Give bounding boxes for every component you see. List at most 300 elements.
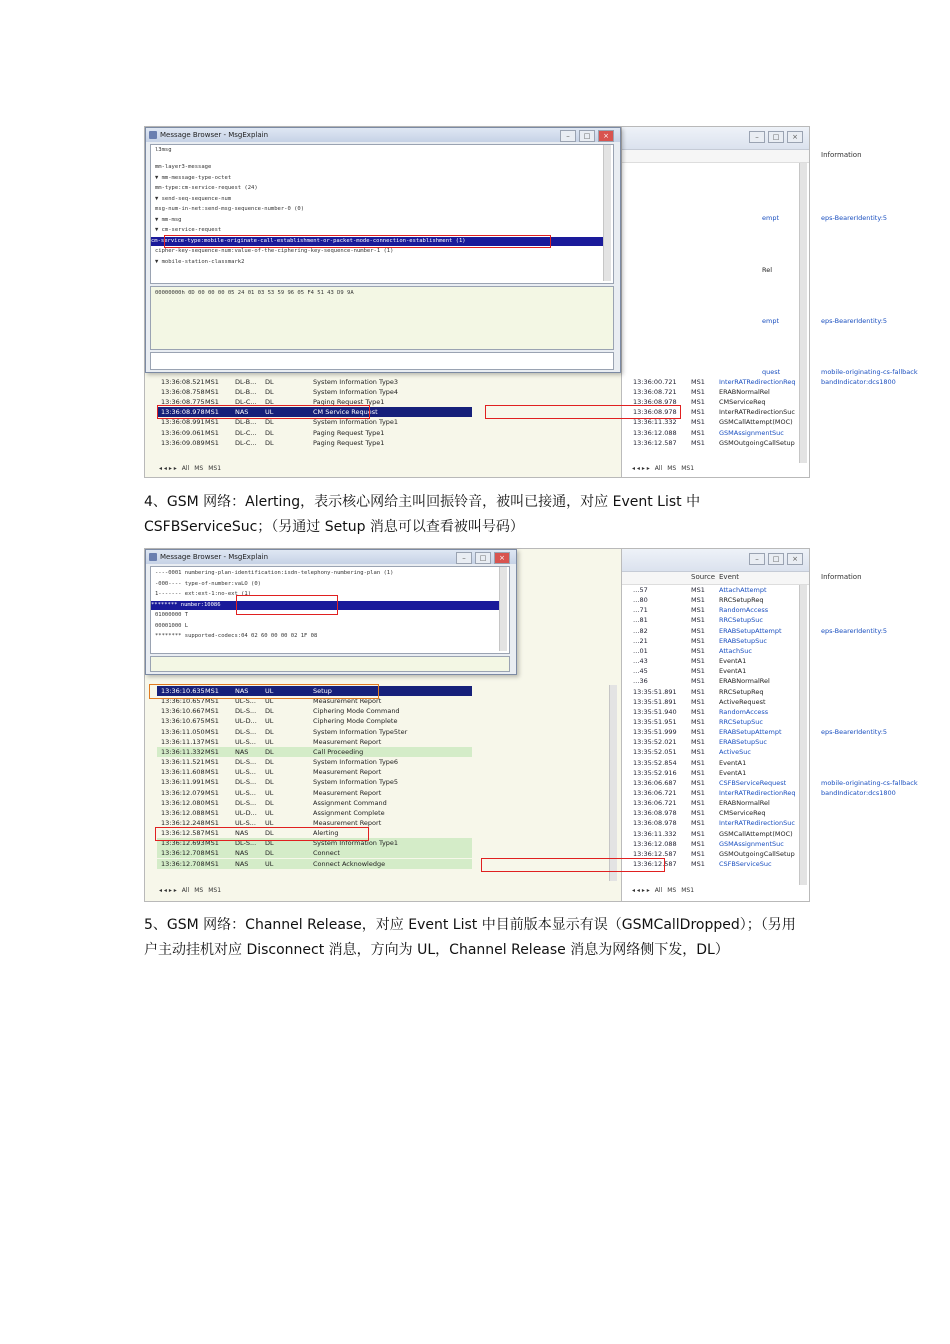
message-row[interactable]: [157, 737, 472, 747]
message-row[interactable]: [157, 706, 472, 716]
event-row[interactable]: [622, 788, 896, 798]
event-row[interactable]: [622, 605, 809, 615]
tab-ms[interactable]: MS: [194, 464, 204, 472]
event-time: 13:36:08.978: [633, 819, 677, 828]
event-name: ActiveRequest: [719, 697, 766, 706]
event-time: 13:36:12.587: [633, 438, 677, 447]
event-list-scrollbar[interactable]: [799, 585, 807, 885]
event-row[interactable]: [622, 839, 809, 849]
tree-line[interactable]: -000---- type-of-number:vaLO (0): [155, 580, 261, 587]
message-name: Setup: [313, 687, 332, 695]
event-time: 13:36:11.332: [633, 418, 677, 427]
event-source: MS1: [691, 819, 705, 828]
event-row[interactable]: [622, 656, 809, 666]
event-source: MS1: [691, 717, 705, 726]
tree-line[interactable]: cipher-key-sequence-num:value-of-the-ciphering-key-sequence-number-1 (1): [155, 248, 394, 254]
event-row[interactable]: [622, 585, 809, 595]
event-name: RandomAccess: [719, 707, 769, 716]
event-row[interactable]: [622, 666, 809, 676]
message-time: 13:36:12.080: [161, 798, 205, 807]
message-time: 13:36:12.079: [161, 788, 205, 797]
message-source: MS1: [205, 428, 219, 437]
event-time: …80: [633, 596, 648, 605]
event-name: CMServiceReq: [719, 398, 766, 407]
event-row[interactable]: [622, 727, 888, 737]
message-source: MS1: [205, 859, 219, 868]
message-time: 13:36:12.088: [161, 808, 205, 817]
message-browser-titlebar: [146, 550, 516, 564]
message-protocol: DL-B...: [235, 378, 257, 386]
highlight-box: [149, 684, 379, 699]
col-source: Source: [691, 573, 716, 581]
close-icon[interactable]: ×: [494, 552, 510, 564]
message-source: MS1: [205, 717, 219, 726]
message-source: MS1: [205, 408, 219, 417]
event-row[interactable]: [622, 615, 809, 625]
event-info: bandIndicator:dcs1800: [821, 378, 896, 386]
minimize-icon[interactable]: –: [456, 552, 472, 564]
message-protocol: UL-S...: [235, 737, 256, 746]
event-time: 13:35:52.051: [633, 748, 677, 757]
tab-all[interactable]: All: [181, 886, 190, 894]
event-row[interactable]: [622, 717, 809, 727]
close-icon[interactable]: ×: [787, 131, 803, 143]
event-source: MS1: [691, 748, 705, 757]
message-row[interactable]: [157, 757, 472, 767]
message-name: Connect Acknowledge: [313, 859, 386, 868]
sheet-tabs-right[interactable]: [632, 463, 694, 473]
message-name: System Information Type3: [313, 378, 399, 386]
event-row[interactable]: [622, 595, 809, 605]
message-name: Ciphering Mode Complete: [313, 717, 398, 726]
tree-line[interactable]: msg-num-in-net:send-msg-sequence-number-0 (0): [155, 206, 305, 212]
message-time: 13:36:11.137: [161, 737, 205, 746]
hex-ascii-view[interactable]: [150, 352, 614, 370]
message-direction: UL: [265, 768, 274, 777]
message-time: 13:36:08.991: [161, 418, 205, 427]
col-information: Information: [821, 151, 862, 159]
message-name: Assignment Complete: [313, 808, 385, 817]
sheet-tabs[interactable]: [159, 885, 221, 895]
tab-ms1[interactable]: MS1: [208, 886, 222, 894]
tree-scrollbar[interactable]: [603, 145, 611, 281]
tab-all[interactable]: All: [654, 886, 663, 894]
message-row[interactable]: [157, 438, 472, 448]
message-direction: UL: [265, 408, 274, 417]
event-time: 13:35:52.854: [633, 758, 677, 767]
event-name: ERABNormalRel: [719, 677, 770, 686]
event-name: RRCSetupSuc: [719, 616, 763, 625]
message-time: 13:36:08.775: [161, 398, 205, 407]
event-row[interactable]: [622, 707, 809, 717]
message-direction: DL: [265, 849, 274, 858]
message-time: 13:36:11.608: [161, 768, 205, 777]
hex-view[interactable]: [150, 286, 614, 350]
hex-view[interactable]: [150, 656, 510, 672]
message-protocol: DL-B...: [235, 418, 257, 427]
event-row[interactable]: [622, 798, 809, 808]
event-time: 13:35:51.891: [633, 697, 677, 706]
event-info: mobile-originating-cs-fallback: [821, 778, 918, 787]
window-title: Message Browser - MsgExplain: [160, 131, 269, 139]
event-time: 13:36:06.687: [633, 778, 677, 787]
message-protocol: UL-S...: [235, 768, 256, 777]
event-time: 13:36:06.721: [633, 789, 677, 797]
message-protocol: NAS: [235, 859, 249, 868]
message-name: Measurement Report: [313, 768, 382, 777]
event-row[interactable]: [622, 808, 809, 818]
message-time: 13:36:08.521: [161, 378, 205, 386]
message-protocol: DL-S...: [235, 839, 257, 848]
paragraph-4: 4、GSM 网络：Alerting，表示核心网给主叫回振铃音，被叫已接通，对应 Event List 中 CSFBServiceSuc；（另通过 Setup 消息可以查看被叫号码）: [144, 494, 701, 535]
event-source: MS1: [691, 697, 705, 706]
event-time: …45: [633, 667, 648, 676]
event-row[interactable]: [622, 377, 809, 387]
event-source: MS1: [691, 809, 705, 818]
event-row[interactable]: [622, 636, 809, 646]
message-protocol: DL-S...: [235, 727, 257, 736]
message-protocol: DL-C...: [235, 438, 257, 447]
event-source: MS1: [691, 586, 705, 594]
event-time: 13:36:11.332: [633, 829, 677, 838]
message-direction: DL: [265, 839, 274, 848]
tree-line[interactable]: 1------- ext:ext-1:no-ext (1): [155, 591, 252, 597]
tree-line[interactable]: mm-layer3-message: [155, 164, 212, 170]
message-protocol: NAS: [235, 849, 249, 858]
event-source: MS1: [691, 428, 705, 437]
tab-ms1[interactable]: MS1: [681, 886, 695, 894]
tab-ms1[interactable]: MS1: [208, 464, 222, 472]
message-direction: UL: [265, 859, 274, 868]
tree-line[interactable]: ▼ send-seq-sequence-num: [155, 195, 232, 202]
maximize-icon[interactable]: □: [768, 131, 784, 143]
event-info: eps-BearerIdentity:5: [821, 626, 888, 635]
message-direction: DL: [265, 747, 274, 756]
event-time: 13:36:08.978: [633, 809, 677, 818]
message-row[interactable]: [157, 777, 472, 787]
message-source: MS1: [205, 398, 219, 407]
tree-line[interactable]: ▼ cm-service-request: [155, 227, 222, 233]
message-row[interactable]: [157, 808, 472, 818]
sheet-tabs-right[interactable]: [632, 885, 694, 895]
event-source: MS1: [691, 657, 705, 666]
message-source: MS1: [205, 727, 219, 736]
message-row[interactable]: [157, 788, 472, 798]
event-name: GSMCallAttempt(MOC): [719, 418, 793, 427]
event-time: …81: [633, 616, 648, 625]
message-direction: UL: [265, 687, 274, 695]
message-time: 13:36:12.248: [161, 818, 205, 827]
event-source: MS1: [691, 778, 705, 787]
message-row[interactable]: [157, 428, 472, 438]
event-source: MS1: [691, 408, 705, 417]
event-name: ERABNormalRel: [719, 388, 770, 397]
event-list-titlebar: [622, 127, 809, 150]
event-name: GSMOutgoingCallSetup: [719, 438, 795, 447]
tree-line[interactable]: ******** number:10086: [151, 601, 499, 610]
message-protocol: DL-S...: [235, 758, 257, 767]
message-name: System Information Type6: [313, 758, 399, 767]
event-time: 13:35:51.891: [633, 687, 677, 696]
event-name: GSMAssignmentSuc: [719, 428, 784, 437]
tree-line[interactable]: 01000000 T: [155, 612, 189, 618]
event-time: 13:36:12.587: [633, 860, 677, 869]
event-source: MS1: [691, 839, 705, 848]
tree-scrollbar[interactable]: [499, 567, 507, 651]
message-protocol: NAS: [235, 687, 249, 695]
message-name: Measurement Report: [313, 697, 382, 706]
message-protocol: DL-C...: [235, 398, 257, 407]
event-row[interactable]: [622, 438, 809, 448]
event-name: RRCSetupSuc: [719, 717, 763, 726]
nav-arrows-icon[interactable]: ◂ ◂ ▸ ▸: [159, 464, 177, 472]
close-icon[interactable]: ×: [787, 553, 803, 565]
message-browser-titlebar: [146, 128, 620, 142]
paragraph-5: 5、GSM 网络：Channel Release，对应 Event List 中目前版本显示有误（GSMCallDropped）；（另用户主动挂机对应 Disconnect 消息，方向为 UL，Channel Release 消息为网络侧下发，DL）: [144, 917, 796, 958]
tree-line[interactable]: ▼ mm-message-type-octet: [155, 174, 232, 181]
event-source: MS1: [691, 398, 705, 407]
event-fragment: quest: [762, 368, 781, 376]
event-source: MS1: [691, 758, 705, 767]
event-source: MS1: [691, 646, 705, 655]
event-source: MS1: [691, 738, 705, 747]
event-time: …01: [633, 646, 648, 655]
event-source: MS1: [691, 829, 705, 838]
event-source: MS1: [691, 849, 705, 858]
tree-line[interactable]: ----0001 numbering-plan-identification:isdn-telephony-numbering-plan (1): [155, 570, 394, 576]
message-row[interactable]: [157, 377, 472, 387]
event-time: …21: [633, 636, 648, 645]
highlight-box: [157, 405, 370, 419]
event-row[interactable]: [622, 758, 809, 768]
tree-line[interactable]: ******** supported-codecs:04 02 60 00 00 02 1F 08: [155, 633, 318, 639]
message-protocol: DL-S...: [235, 798, 257, 807]
message-protocol: UL-D...: [235, 808, 257, 817]
event-row[interactable]: [622, 737, 809, 747]
message-name: Paging Request Type1: [313, 438, 385, 447]
event-time: 13:36:08.978: [633, 408, 677, 417]
message-time: 13:36:12.708: [161, 859, 205, 868]
tree-line[interactable]: ▼ mobile-station-classmark2: [155, 258, 245, 265]
event-row[interactable]: [622, 428, 809, 438]
message-protocol: DL-S...: [235, 707, 257, 716]
event-row[interactable]: [622, 697, 809, 707]
message-name: System Information Type5ter: [313, 727, 408, 736]
message-time: 13:36:08.978: [161, 408, 205, 417]
message-protocol: UL-S...: [235, 788, 256, 797]
event-name: AttachAttempt: [719, 586, 767, 594]
message-name: Measurement Report: [313, 818, 382, 827]
event-time: 13:35:52.916: [633, 768, 677, 777]
message-source: MS1: [205, 839, 219, 848]
message-time: 13:36:12.587: [161, 829, 205, 838]
event-name: CSFBServiceRequest: [719, 778, 787, 787]
message-time: 13:36:10.667: [161, 707, 205, 716]
message-row[interactable]: [157, 767, 472, 777]
minimize-icon[interactable]: –: [560, 130, 576, 142]
minimize-icon[interactable]: –: [749, 131, 765, 143]
event-time: …82: [633, 626, 648, 635]
event-list-header: [622, 572, 862, 585]
message-direction: DL: [265, 727, 274, 736]
message-row[interactable]: [157, 727, 472, 737]
message-source: MS1: [205, 378, 219, 386]
tab-ms[interactable]: MS: [667, 464, 677, 472]
message-source: MS1: [205, 707, 219, 716]
event-name: InterRATRedirectionSuc: [719, 408, 795, 417]
event-row[interactable]: [622, 626, 888, 636]
event-time: 13:35:51.940: [633, 707, 677, 716]
message-direction: DL: [265, 707, 274, 716]
event-row[interactable]: [622, 818, 809, 828]
event-source: MS1: [691, 596, 705, 605]
highlight-box: [155, 827, 369, 841]
maximize-icon[interactable]: □: [768, 553, 784, 565]
message-row[interactable]: [157, 716, 472, 726]
message-browser-window: [145, 127, 621, 373]
message-protocol: NAS: [235, 829, 249, 838]
event-list-panel: [621, 127, 918, 477]
highlight-box: [485, 405, 681, 419]
tab-all[interactable]: All: [654, 464, 663, 472]
minimize-icon[interactable]: –: [749, 553, 765, 565]
event-row[interactable]: [622, 687, 809, 697]
close-icon[interactable]: ×: [598, 130, 614, 142]
message-direction: DL: [265, 778, 274, 787]
message-protocol: UL-S...: [235, 697, 256, 706]
message-row[interactable]: [157, 387, 472, 397]
event-time: …57: [633, 586, 648, 594]
event-source: MS1: [691, 707, 705, 716]
message-name: Paging Request Type1: [313, 428, 385, 437]
message-direction: DL: [265, 438, 274, 447]
message-direction: DL: [265, 428, 274, 437]
tab-ms[interactable]: MS: [667, 886, 677, 894]
message-source: MS1: [205, 388, 219, 397]
message-time: 13:36:11.332: [161, 747, 205, 756]
event-row[interactable]: [622, 829, 809, 839]
event-fragment: Rel: [762, 266, 773, 274]
message-time: 13:36:10.635: [161, 687, 205, 695]
event-source: MS1: [691, 616, 705, 625]
message-time: 13:36:09.089: [161, 438, 205, 447]
event-name: ERABSetupAttempt: [719, 728, 782, 737]
event-list-scrollbar[interactable]: [799, 163, 807, 463]
message-browser-window: [145, 549, 517, 675]
event-time: 13:36:06.721: [633, 799, 677, 808]
message-protocol: NAS: [235, 408, 249, 417]
event-source: MS1: [691, 799, 705, 808]
event-row[interactable]: [622, 778, 918, 788]
event-time: 13:36:12.587: [633, 849, 677, 858]
event-list-header: [622, 150, 862, 163]
event-name: EventA1: [719, 758, 747, 767]
event-row[interactable]: [622, 676, 809, 686]
event-name: EventA1: [719, 657, 747, 666]
event-time: …71: [633, 606, 648, 615]
message-name: Alerting: [313, 829, 339, 838]
hex-line: 00000000h 0D 00 00 00 05 24 01 03 53 59 96 05 F4 51 43 D9 9A: [155, 290, 354, 296]
message-source: MS1: [205, 768, 219, 777]
highlight-box: [164, 235, 551, 248]
sheet-tabs[interactable]: [159, 463, 221, 473]
message-row[interactable]: [157, 747, 472, 757]
event-info: mobile-originating-cs-fallback: [821, 368, 918, 376]
event-name: ERABSetupAttempt: [719, 626, 782, 635]
message-direction: UL: [265, 788, 274, 797]
event-name: GSMOutgoingCallSetup: [719, 849, 795, 858]
event-row[interactable]: [622, 768, 809, 778]
message-direction: DL: [265, 378, 274, 386]
maximize-icon[interactable]: □: [475, 552, 491, 564]
event-source: MS1: [691, 636, 705, 645]
tab-all[interactable]: All: [181, 464, 190, 472]
message-row[interactable]: [157, 848, 472, 858]
event-fragment: empt: [762, 317, 780, 325]
message-name: Measurement Report: [313, 737, 382, 746]
event-name: RRCSetupReq: [719, 687, 764, 696]
event-name: ActiveSuc: [719, 748, 751, 757]
message-name: Connect: [313, 849, 340, 858]
event-name: CMServiceReq: [719, 809, 766, 818]
message-direction: UL: [265, 697, 274, 706]
event-row[interactable]: [622, 387, 809, 397]
message-source: MS1: [205, 778, 219, 787]
tree-line[interactable]: 00001000 L: [155, 622, 189, 629]
message-name: Ciphering Mode Command: [313, 707, 400, 716]
message-direction: DL: [265, 758, 274, 767]
event-source: MS1: [691, 438, 705, 447]
message-list-scrollbar[interactable]: [609, 685, 617, 881]
event-time: 13:36:08.978: [633, 398, 677, 407]
highlight-box: [481, 858, 665, 872]
event-source: MS1: [691, 789, 705, 797]
nav-arrows-icon[interactable]: ◂ ◂ ▸ ▸: [159, 886, 177, 894]
event-info: bandIndicator:dcs1800: [821, 789, 896, 797]
message-source: MS1: [205, 697, 219, 706]
tree-line[interactable]: ▼ mm-msg: [155, 216, 182, 223]
event-time: 13:36:12.088: [633, 428, 677, 437]
tree-line[interactable]: cm-service-type:mobile-originate-call-establishment-or-packet-mode-connection-establishment (1): [151, 237, 603, 246]
message-protocol: DL-S...: [235, 778, 257, 787]
tab-ms1[interactable]: MS1: [681, 464, 695, 472]
event-source: MS1: [691, 677, 705, 686]
message-row[interactable]: [157, 859, 472, 869]
message-time: 13:36:09.061: [161, 428, 205, 437]
message-source: MS1: [205, 798, 219, 807]
message-source: MS1: [205, 747, 219, 756]
decode-tree[interactable]: [150, 144, 614, 284]
event-source: MS1: [691, 860, 705, 869]
maximize-icon[interactable]: □: [579, 130, 595, 142]
nav-arrows-icon[interactable]: ◂ ◂ ▸ ▸: [632, 464, 650, 472]
message-row[interactable]: [157, 798, 472, 808]
message-name: Assignment Command: [313, 798, 387, 807]
nav-arrows-icon[interactable]: ◂ ◂ ▸ ▸: [632, 886, 650, 894]
event-name: ERABSetupSuc: [719, 636, 767, 645]
event-source: MS1: [691, 768, 705, 777]
message-source: MS1: [205, 737, 219, 746]
event-source: MS1: [691, 418, 705, 427]
event-name: AttachSuc: [719, 646, 752, 655]
tab-ms[interactable]: MS: [194, 886, 204, 894]
col-event: Event: [719, 573, 740, 581]
event-name: GSMAssignmentSuc: [719, 839, 784, 848]
event-row[interactable]: [622, 747, 809, 757]
tree-line[interactable]: mm-type:cm-service-request (24): [155, 185, 258, 191]
event-row[interactable]: [622, 646, 809, 656]
message-protocol: DL-C...: [235, 428, 257, 437]
